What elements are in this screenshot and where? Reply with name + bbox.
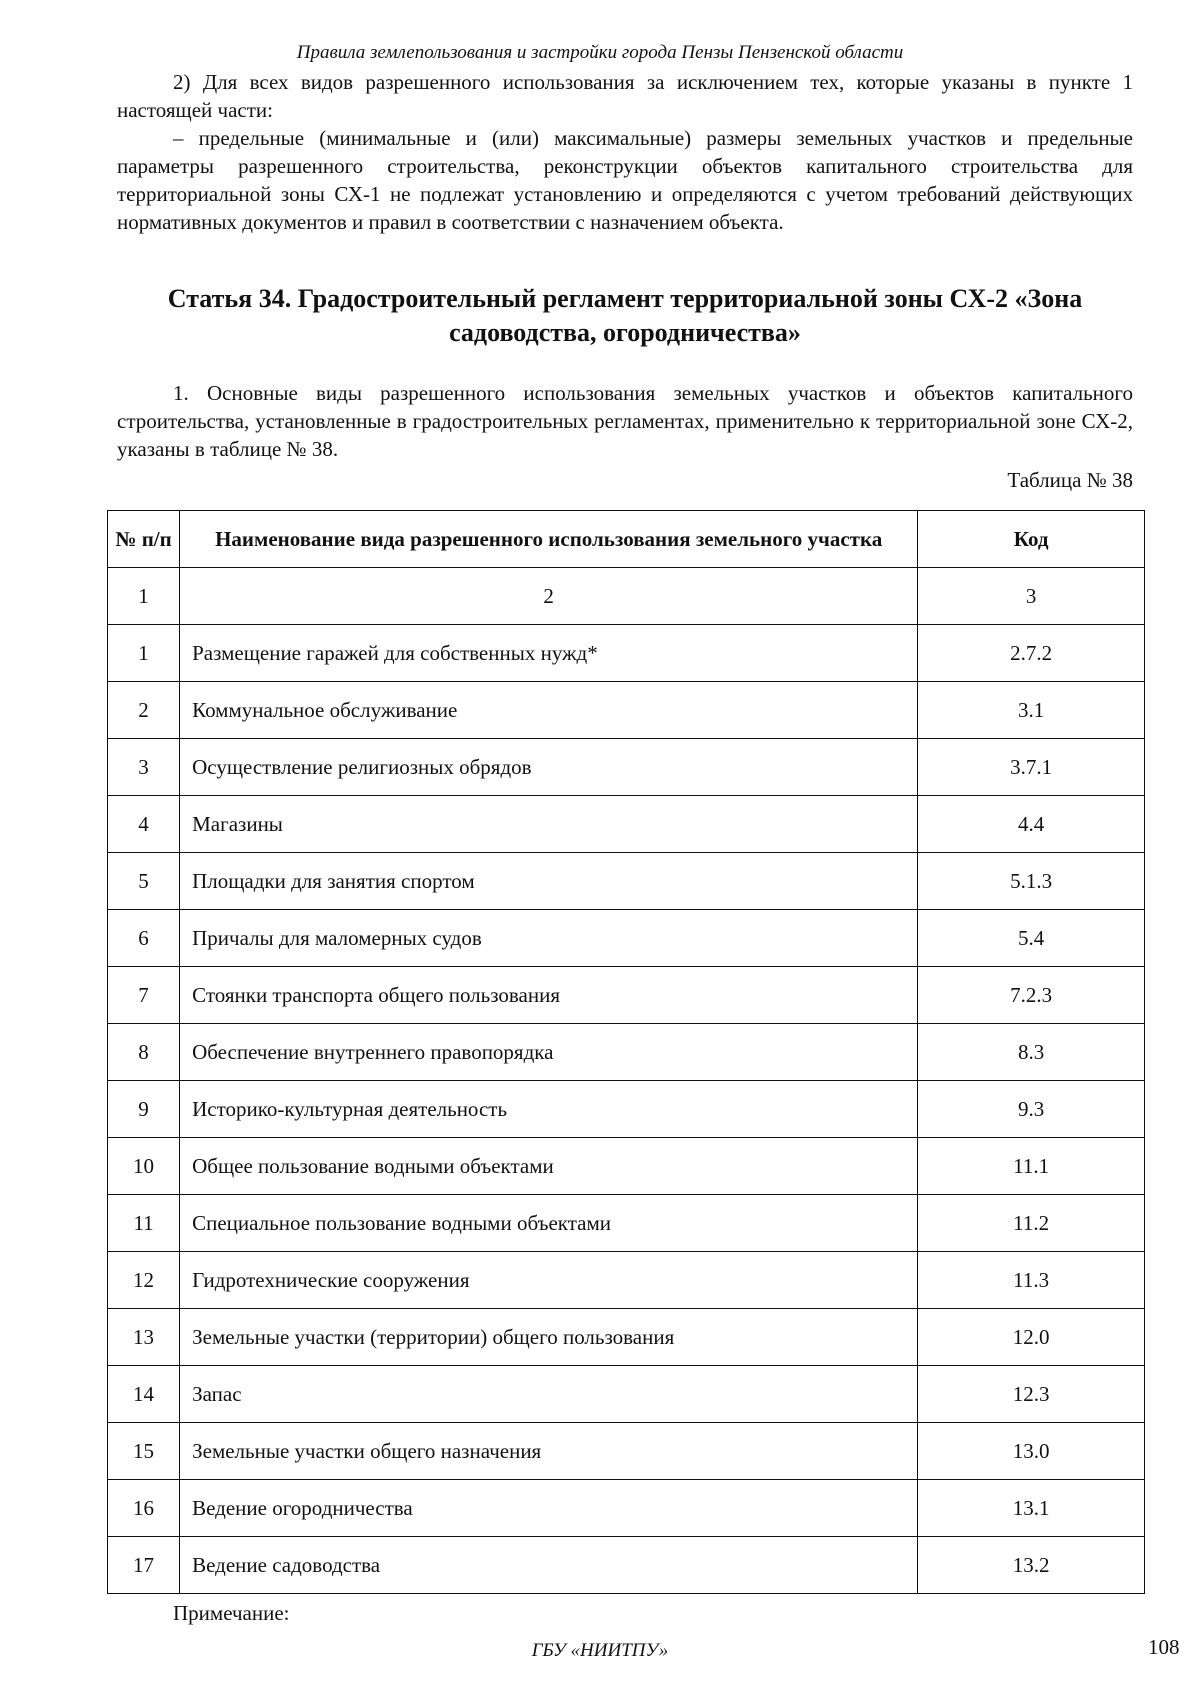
row-name-cell: Запас (180, 1366, 918, 1423)
row-name-cell: Площадки для занятия спортом (180, 853, 918, 910)
row-name-cell: Земельные участки общего назначения (180, 1423, 918, 1480)
table-row (108, 1081, 1145, 1138)
row-name-cell: Осуществление религиозных обрядов (180, 739, 918, 796)
table-row (108, 796, 1145, 853)
row-code-cell: 5.1.3 (918, 853, 1145, 910)
document-body (117, 68, 1133, 493)
row-name-cell: Стоянки транспорта общего пользования (180, 967, 918, 1024)
article-title: Статья 34. Градостроительный регламент территориальной зоны СХ-2 «Зона садоводства, огородничества» (167, 284, 1083, 347)
row-name-cell: Магазины (180, 796, 918, 853)
table-row (108, 739, 1145, 796)
column-number-row (108, 568, 1145, 625)
row-num-cell: 5 (108, 853, 180, 910)
table-row (108, 1366, 1145, 1423)
row-num-cell: 17 (108, 1537, 180, 1594)
footer-org: ГБУ «НИИТПУ» (531, 1640, 669, 1661)
row-num-cell: 2 (108, 682, 180, 739)
table-row (108, 682, 1145, 739)
table-row (108, 625, 1145, 682)
row-name-cell: Гидротехнические сооружения (180, 1252, 918, 1309)
row-num-cell: 14 (108, 1366, 180, 1423)
row-num-cell: 16 (108, 1480, 180, 1537)
row-name-cell: Ведение огородничества (180, 1480, 918, 1537)
column-number-3: 3 (918, 568, 1145, 625)
row-num-cell: 3 (108, 739, 180, 796)
column-number-1: 1 (108, 568, 180, 625)
table-row (108, 1423, 1145, 1480)
table-row (108, 967, 1145, 1024)
row-name-cell: Земельные участки (территории) общего пользования (180, 1309, 918, 1366)
row-code-cell: 13.0 (918, 1423, 1145, 1480)
row-code-cell: 13.2 (918, 1537, 1145, 1594)
table-row (108, 1195, 1145, 1252)
row-name-cell: Обеспечение внутреннего правопорядка (180, 1024, 918, 1081)
header-name: Наименование вида разрешенного использования земельного участка (180, 511, 918, 568)
table-row (108, 1024, 1145, 1081)
row-num-cell: 9 (108, 1081, 180, 1138)
row-code-cell: 11.2 (918, 1195, 1145, 1252)
row-num-cell: 1 (108, 625, 180, 682)
table-row (108, 1309, 1145, 1366)
row-code-cell: 2.7.2 (918, 625, 1145, 682)
row-code-cell: 11.3 (918, 1252, 1145, 1309)
row-num-cell: 4 (108, 796, 180, 853)
running-header: Правила землепользования и застройки города Пензы Пензенской области (296, 42, 904, 63)
header-num: № п/п (108, 511, 180, 568)
row-num-cell: 15 (108, 1423, 180, 1480)
row-name-cell: Общее пользование водными объектами (180, 1138, 918, 1195)
row-code-cell: 12.3 (918, 1366, 1145, 1423)
row-name-cell: Причалы для маломерных судов (180, 910, 918, 967)
page-number: 108 (1148, 1635, 1180, 1659)
table-row (108, 1252, 1145, 1309)
row-code-cell: 7.2.3 (918, 967, 1145, 1024)
table-row (108, 1480, 1145, 1537)
row-code-cell: 12.0 (918, 1309, 1145, 1366)
row-name-cell: Специальное пользование водными объектами (180, 1195, 918, 1252)
permitted-use-table (107, 510, 1145, 1594)
row-num-cell: 11 (108, 1195, 180, 1252)
paragraph-item-2: 2) Для всех видов разрешенного использования за исключением тех, которые указаны в пункте 1 настоящей части: (117, 70, 1133, 122)
row-num-cell: 12 (108, 1252, 180, 1309)
table-row (108, 853, 1145, 910)
header-code: Код (918, 511, 1145, 568)
row-code-cell: 11.1 (918, 1138, 1145, 1195)
table-caption: Таблица № 38 (1007, 468, 1133, 492)
row-num-cell: 6 (108, 910, 180, 967)
row-num-cell: 10 (108, 1138, 180, 1195)
row-num-cell: 13 (108, 1309, 180, 1366)
table-header-row (108, 511, 1145, 568)
row-name-cell: Ведение садоводства (180, 1537, 918, 1594)
row-code-cell: 13.1 (918, 1480, 1145, 1537)
table-row (108, 1537, 1145, 1594)
paragraph-intro: 1. Основные виды разрешенного использования земельных участков и объектов капитального строительства, установленные в градостроительных регламентах, применительно к территориальной зоне СХ-2, указаны в таблице № 38. (117, 381, 1133, 461)
row-code-cell: 3.7.1 (918, 739, 1145, 796)
row-num-cell: 8 (108, 1024, 180, 1081)
row-name-cell: Размещение гаражей для собственных нужд* (180, 625, 918, 682)
row-num-cell: 7 (108, 967, 180, 1024)
row-code-cell: 9.3 (918, 1081, 1145, 1138)
note-label: Примечание: (173, 1601, 290, 1625)
column-number-2: 2 (180, 568, 918, 625)
row-code-cell: 8.3 (918, 1024, 1145, 1081)
row-name-cell: Историко-культурная деятельность (180, 1081, 918, 1138)
row-name-cell: Коммунальное обслуживание (180, 682, 918, 739)
table-row (108, 1138, 1145, 1195)
row-code-cell: 4.4 (918, 796, 1145, 853)
table-row (108, 910, 1145, 967)
paragraph-dash-item: – предельные (минимальные и (или) максимальные) размеры земельных участков и предельные параметры разрешенного строительства, реконструкции объектов капитального строительства для территориальной зоны СХ-1 не подлежат установлению и определяются с учетом требований действующих нормативных документов и правил в соответствии с назначением объекта. (117, 126, 1133, 234)
row-code-cell: 3.1 (918, 682, 1145, 739)
row-code-cell: 5.4 (918, 910, 1145, 967)
